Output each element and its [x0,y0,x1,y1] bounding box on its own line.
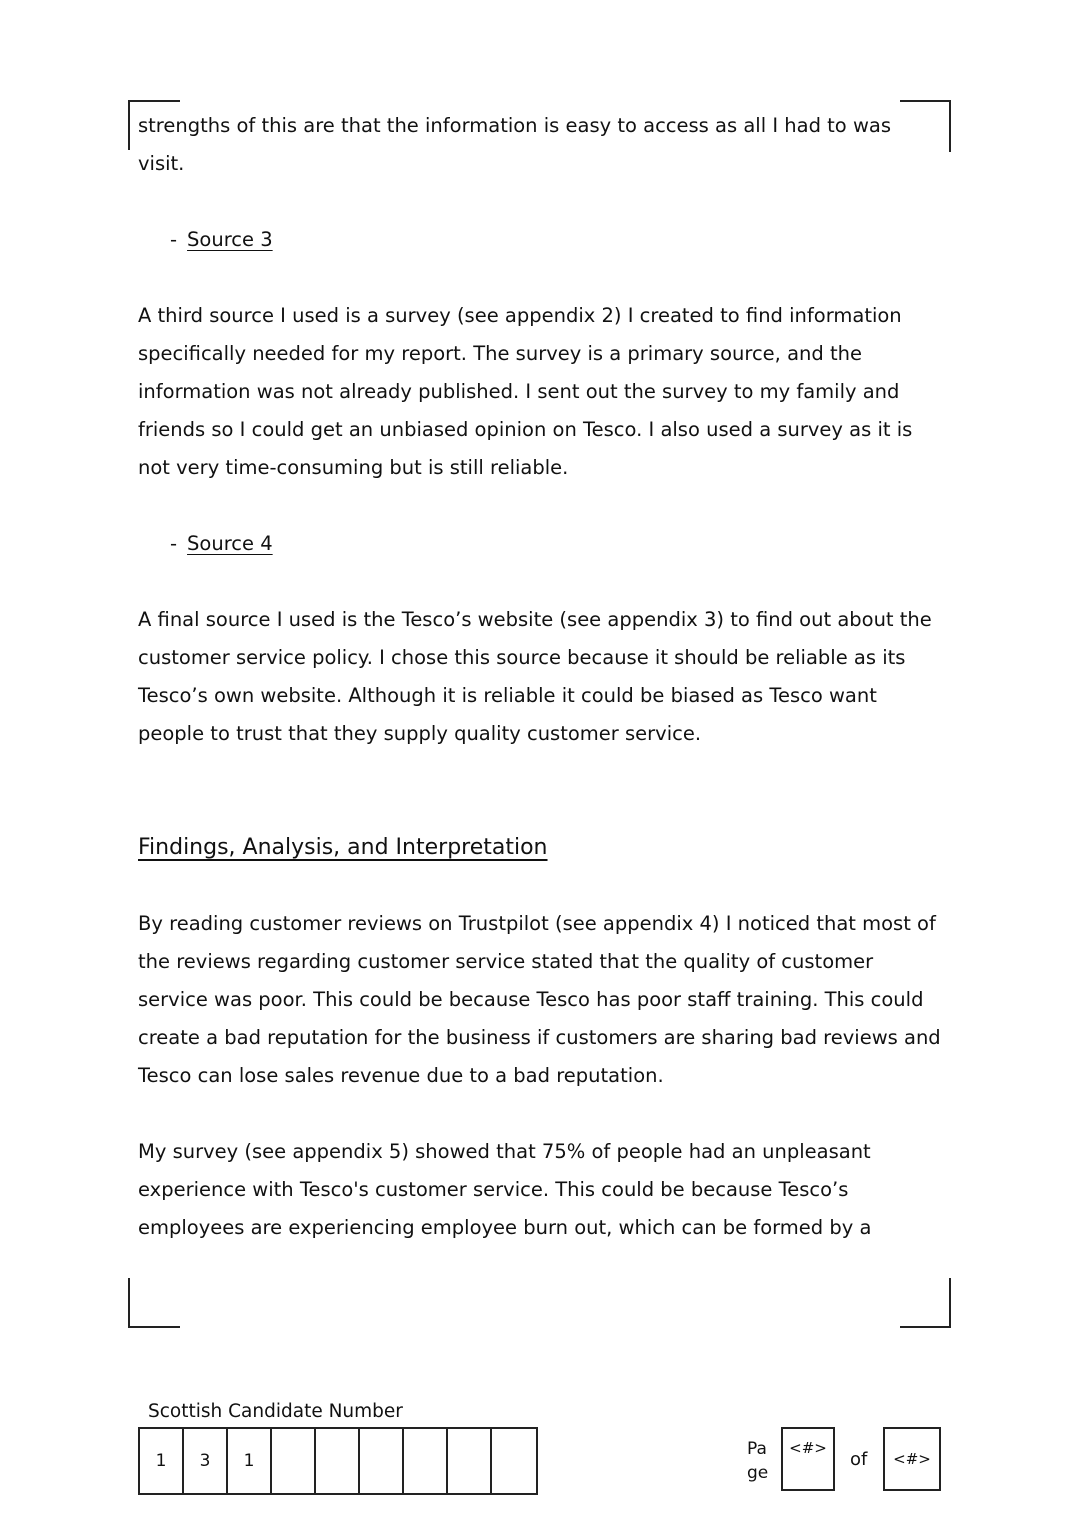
text-line: create a bad reputation for the business if customers are sharing bad reviews and [138,1026,941,1049]
text-line: Tesco can lose sales revenue due to a bad reputation. [138,1064,664,1087]
list-dash: - [170,532,178,555]
page-label [747,1437,773,1485]
page-label-part: Pa [747,1439,767,1459]
intro-line: visit. [138,152,185,175]
text-line: service was poor. This could be because Tesco has poor staff training. This could [138,988,924,1011]
total-pages-box: <#> [883,1427,941,1491]
text-line: customer service policy. I chose this source because it should be reliable as its [138,646,906,669]
text-line: experience with Tesco's customer service. This could be because Tesco’s [138,1178,849,1201]
text-line: not very time-consuming but is still reliable. [138,456,569,479]
source-3-paragraph [138,297,950,487]
findings-heading: Findings, Analysis, and Interpretation [138,835,548,860]
source-4-heading [170,525,950,563]
source-3-heading [170,221,950,259]
candidate-number-boxes [138,1427,538,1495]
candidate-digit-box [448,1429,492,1493]
text-line: A third source I used is a survey (see appendix 2) I created to find information [138,304,902,327]
text-line: A final source I used is the Tesco’s website (see appendix 3) to find out about the [138,608,932,631]
findings-paragraph-1 [138,905,950,1095]
text-line: information was not already published. I sent out the survey to my family and [138,380,900,403]
source-4-label: Source 4 [187,532,273,555]
candidate-digit-box: 3 [184,1429,228,1493]
source-4-paragraph [138,601,950,753]
of-label: of [850,1449,868,1470]
candidate-digit-box: 1 [228,1429,272,1493]
page-number-box: <#> [781,1427,835,1491]
crop-mark-bottom-left [128,1278,180,1328]
candidate-digit-box [360,1429,404,1493]
text-line: Tesco’s own website. Although it is reliable it could be biased as Tesco want [138,684,877,707]
text-line: By reading customer reviews on Trustpilot (see appendix 4) I noticed that most of [138,912,936,935]
candidate-digit-box [404,1429,448,1493]
text-line: the reviews regarding customer service stated that the quality of customer [138,950,874,973]
text-line: friends so I could get an unbiased opinion on Tesco. I also used a survey as it is [138,418,913,441]
text-line: employees are experiencing employee burn out, which can be formed by a [138,1216,872,1239]
intro-paragraph [138,107,950,183]
text-line: people to trust that they supply quality customer service. [138,722,702,745]
candidate-digit-box [316,1429,360,1493]
page-label-part: ge [747,1463,769,1483]
candidate-digit-box: 1 [140,1429,184,1493]
text-line: specifically needed for my report. The survey is a primary source, and the [138,342,862,365]
report-body [138,107,950,1247]
text-line: My survey (see appendix 5) showed that 75% of people had an unpleasant [138,1140,871,1163]
candidate-digit-box [272,1429,316,1493]
crop-mark-bottom-right [900,1278,951,1328]
source-3-label: Source 3 [187,228,273,251]
list-dash: - [170,228,178,251]
findings-paragraph-2 [138,1133,950,1247]
candidate-digit-box [492,1429,536,1493]
candidate-number-label: Scottish Candidate Number [148,1401,403,1422]
intro-line: strengths of this are that the information is easy to access as all I had to was [138,114,891,137]
